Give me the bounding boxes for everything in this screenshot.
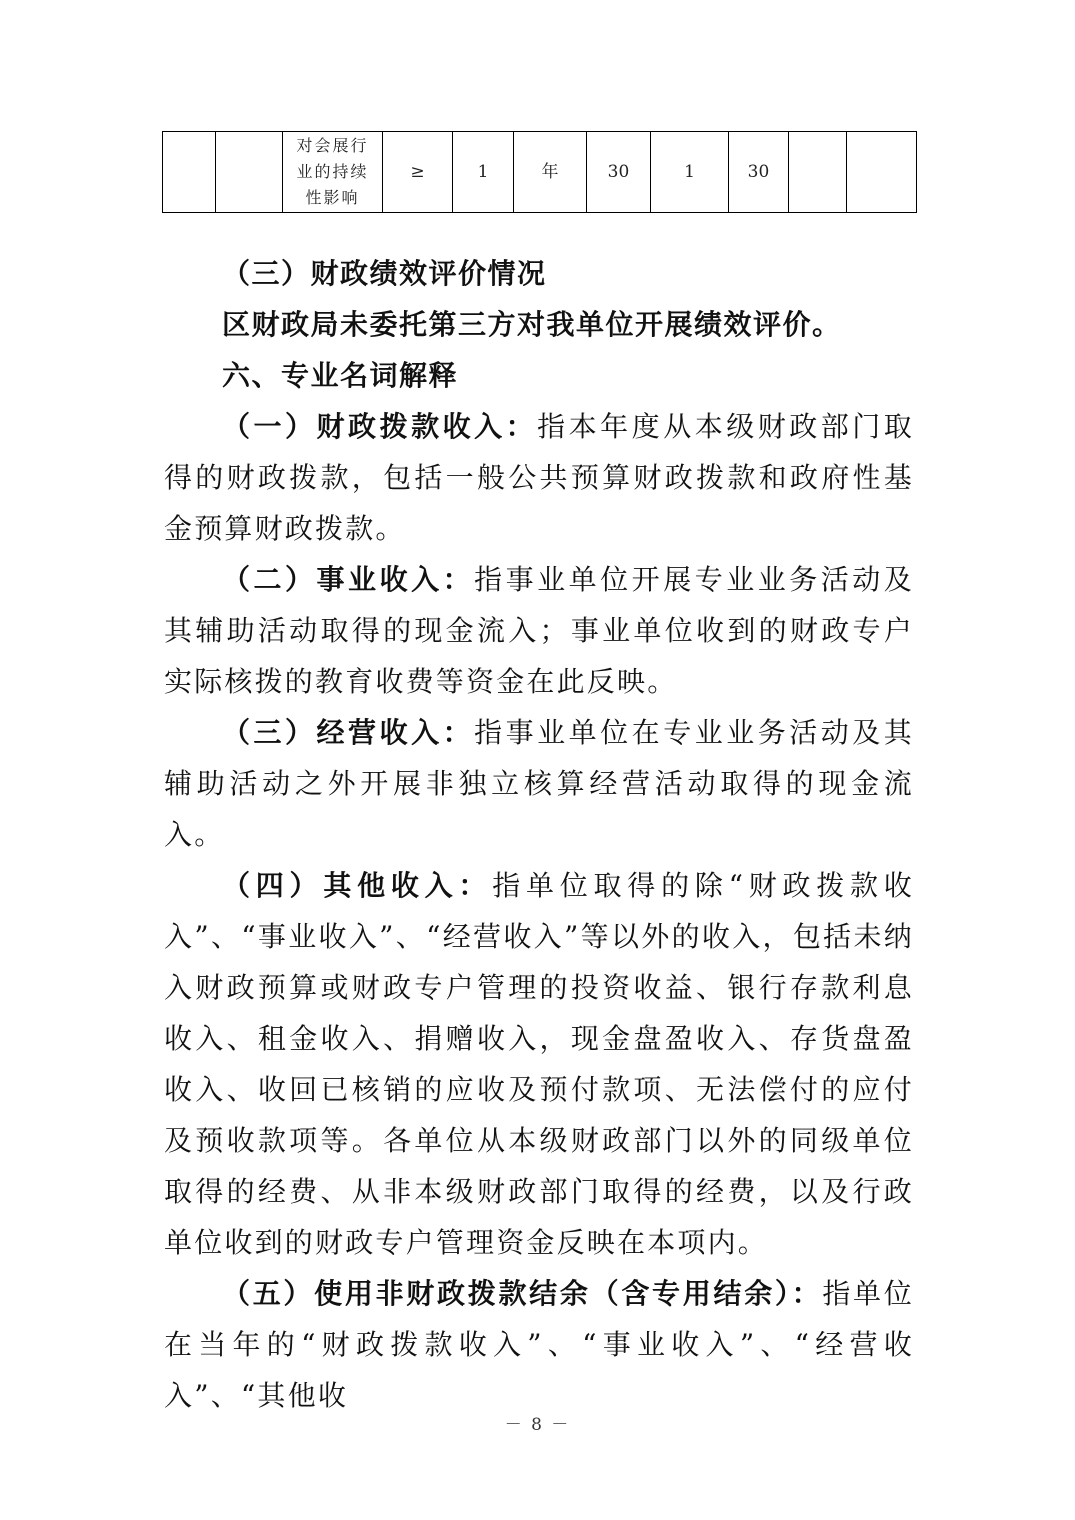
table-cell-operator: ≥ <box>383 132 453 213</box>
definition-text: 指本年度从本级财政部门取得的财政拨款，包括一般公共预算财政拨款和政府性基金预算财政拨款。 <box>164 410 914 545</box>
page-number: － 8 － <box>504 1415 571 1435</box>
table-cell-score: 30 <box>729 132 789 213</box>
table-cell-actual-value: 1 <box>651 132 729 213</box>
definition-text: 指单位在当年的“财政拨款收入”、“事业收入”、“经营收入”、“其他收 <box>164 1277 914 1412</box>
indicator-line: 业的持续 <box>296 162 369 181</box>
section-six-heading: 六、专业名词解释 <box>222 359 459 392</box>
definition-term: （五）使用非财政拨款结余（含专用结余）： <box>222 1277 823 1310</box>
table-cell-weight: 30 <box>587 132 651 213</box>
table-cell-indicator <box>283 132 383 213</box>
table-cell-first-level <box>163 132 216 213</box>
definition-term: （二）事业收入： <box>222 563 475 596</box>
table-cell-unit: 年 <box>514 132 587 213</box>
section-evaluation-text: 区财政局未委托第三方对我单位开展绩效评价。 <box>222 308 842 341</box>
table-cell-reason <box>789 132 847 213</box>
definition-paragraph <box>164 401 914 554</box>
definition-paragraph <box>164 554 914 707</box>
indicator-line: 性影响 <box>305 188 360 207</box>
table-cell-note <box>847 132 917 213</box>
document-body <box>164 248 914 1421</box>
table-cell-target-value: 1 <box>453 132 514 213</box>
table-row <box>163 132 917 213</box>
section-evaluation-title: （三）财政绩效评价情况 <box>222 257 547 290</box>
performance-indicator-table <box>162 131 917 213</box>
table-cell-second-level <box>216 132 283 213</box>
definition-text: 指事业单位在专业业务活动及其辅助活动之外开展非独立核算经营活动取得的现金流入。 <box>164 716 914 851</box>
definition-term: （四）其他收入： <box>222 869 493 902</box>
definition-term: （一）财政拨款收入： <box>222 410 538 443</box>
definition-text: 指事业单位开展专业业务活动及其辅助活动取得的现金流入；事业单位收到的财政专户实际核拨的教育收费等资金在此反映。 <box>164 563 914 698</box>
definition-text: 指单位取得的除“财政拨款收入”、“事业收入”、“经营收入”等以外的收入，包括未纳入财政预算或财政专户管理的投资收益、银行存款利息收入、租金收入、捐赠收入，现金盘盈收入、存货盘盈收入、收回已核销的应收及预付款项、无法偿付的应付及预收款项等。各单位从本级财政部门以外的同级单位取得的经费、从非本级财政部门取得的经费，以及行政单位收到的财政专户管理资金反映在本项内。 <box>164 869 915 1259</box>
definition-paragraph <box>164 707 914 860</box>
indicator-line: 对会展行 <box>296 136 369 155</box>
definition-term: （三）经营收入： <box>222 716 475 749</box>
definition-paragraph <box>164 1268 914 1421</box>
definition-paragraph <box>164 860 914 1268</box>
